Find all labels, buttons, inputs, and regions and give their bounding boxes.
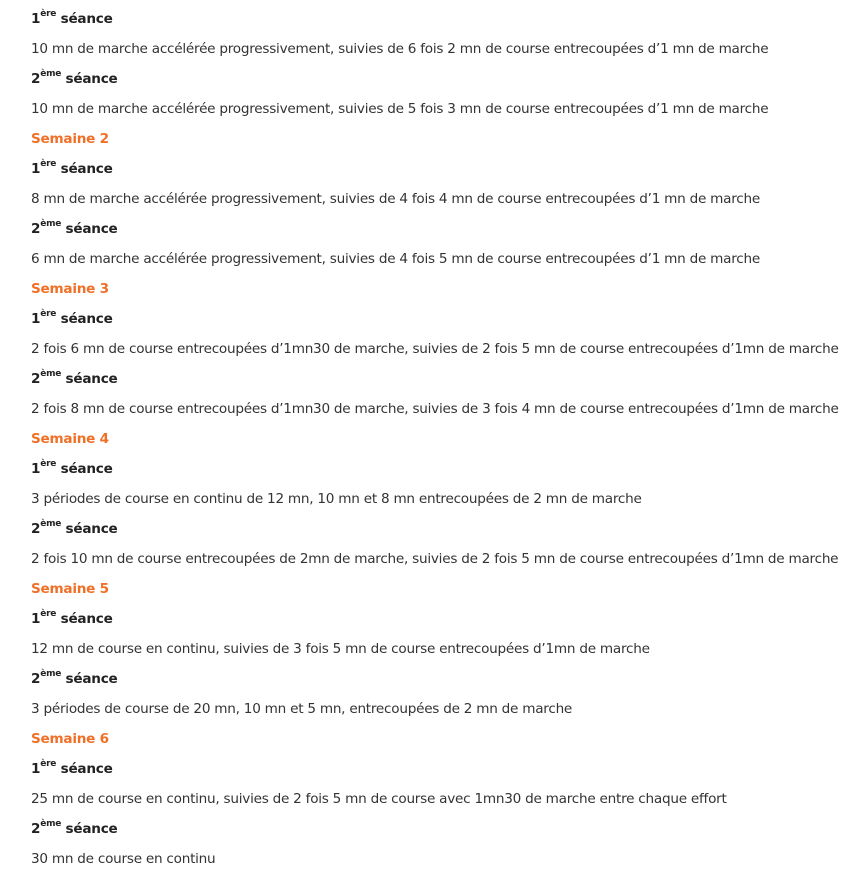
- session-label: séance: [65, 671, 118, 687]
- week-heading: Semaine 6: [31, 731, 109, 747]
- session-label: séance: [60, 161, 113, 177]
- session-heading: [31, 664, 841, 694]
- session-ordinal-suffix: ème: [40, 669, 62, 680]
- session-heading: [31, 64, 841, 94]
- session-ordinal-suffix: ème: [40, 369, 62, 380]
- week-heading: Semaine 2: [31, 131, 109, 147]
- training-plan-content: [31, 4, 841, 874]
- session-number: 2: [31, 71, 41, 87]
- session-number: 1: [31, 461, 41, 477]
- session-description: 12 mn de course en continu, suivies de 3 fois 5 mn de course entrecoupées d’1mn de marche: [31, 641, 650, 657]
- session-number: 2: [31, 821, 41, 837]
- session-ordinal-suffix: ème: [40, 819, 62, 830]
- session-heading: [31, 514, 841, 544]
- session-number: 1: [31, 311, 41, 327]
- session-heading: [31, 4, 841, 34]
- session-description: 2 fois 6 mn de course entrecoupées d’1mn30 de marche, suivies de 2 fois 5 mn de course entrecoupées d’1mn de marche: [31, 341, 839, 357]
- session-ordinal-suffix: ère: [40, 609, 57, 620]
- session-heading: [31, 364, 841, 394]
- session-number: 1: [31, 161, 41, 177]
- session-heading: [31, 604, 841, 634]
- week-heading: Semaine 4: [31, 431, 109, 447]
- session-ordinal-suffix: ème: [40, 519, 62, 530]
- session-description: 30 mn de course en continu: [31, 851, 216, 867]
- session-heading: [31, 754, 841, 784]
- session-label: séance: [60, 761, 113, 777]
- session-ordinal-suffix: ème: [40, 219, 62, 230]
- session-description: 6 mn de marche accélérée progressivement, suivies de 4 fois 5 mn de course entrecoupées d’1 mn de marche: [31, 251, 760, 267]
- session-ordinal-suffix: ème: [40, 69, 62, 80]
- session-number: 1: [31, 761, 41, 777]
- session-number: 2: [31, 671, 41, 687]
- session-description: 2 fois 10 mn de course entrecoupées de 2mn de marche, suivies de 2 fois 5 mn de course entrecoupées d’1mn de marche: [31, 551, 839, 567]
- session-number: 1: [31, 611, 41, 627]
- session-heading: [31, 454, 841, 484]
- session-description: 3 périodes de course en continu de 12 mn, 10 mn et 8 mn entrecoupées de 2 mn de marche: [31, 491, 642, 507]
- session-label: séance: [65, 521, 118, 537]
- session-label: séance: [65, 371, 118, 387]
- session-number: 2: [31, 221, 41, 237]
- session-heading: [31, 214, 841, 244]
- session-description: 3 périodes de course de 20 mn, 10 mn et 5 mn, entrecoupées de 2 mn de marche: [31, 701, 573, 717]
- session-ordinal-suffix: ère: [40, 159, 57, 170]
- session-heading: [31, 154, 841, 184]
- session-label: séance: [65, 71, 118, 87]
- week-heading: Semaine 5: [31, 581, 109, 597]
- session-description: 10 mn de marche accélérée progressivement, suivies de 6 fois 2 mn de course entrecoupées d’1 mn de marche: [31, 41, 769, 57]
- session-ordinal-suffix: ère: [40, 459, 57, 470]
- session-description: 10 mn de marche accélérée progressivement, suivies de 5 fois 3 mn de course entrecoupées d’1 mn de marche: [31, 101, 769, 117]
- session-description: 25 mn de course en continu, suivies de 2 fois 5 mn de course avec 1mn30 de marche entre chaque effort: [31, 791, 727, 807]
- session-label: séance: [65, 221, 118, 237]
- session-label: séance: [60, 461, 113, 477]
- session-heading: [31, 304, 841, 334]
- session-heading: [31, 814, 841, 844]
- session-ordinal-suffix: ère: [40, 309, 57, 320]
- session-number: 2: [31, 371, 41, 387]
- session-ordinal-suffix: ère: [40, 9, 57, 20]
- session-label: séance: [65, 821, 118, 837]
- week-heading: Semaine 3: [31, 281, 109, 297]
- session-ordinal-suffix: ère: [40, 759, 57, 770]
- session-label: séance: [60, 611, 113, 627]
- session-description: 2 fois 8 mn de course entrecoupées d’1mn30 de marche, suivies de 3 fois 4 mn de course entrecoupées d’1mn de marche: [31, 401, 839, 417]
- session-label: séance: [60, 311, 113, 327]
- session-number: 2: [31, 521, 41, 537]
- session-description: 8 mn de marche accélérée progressivement, suivies de 4 fois 4 mn de course entrecoupées d’1 mn de marche: [31, 191, 760, 207]
- session-label: séance: [60, 11, 113, 27]
- session-number: 1: [31, 11, 41, 27]
